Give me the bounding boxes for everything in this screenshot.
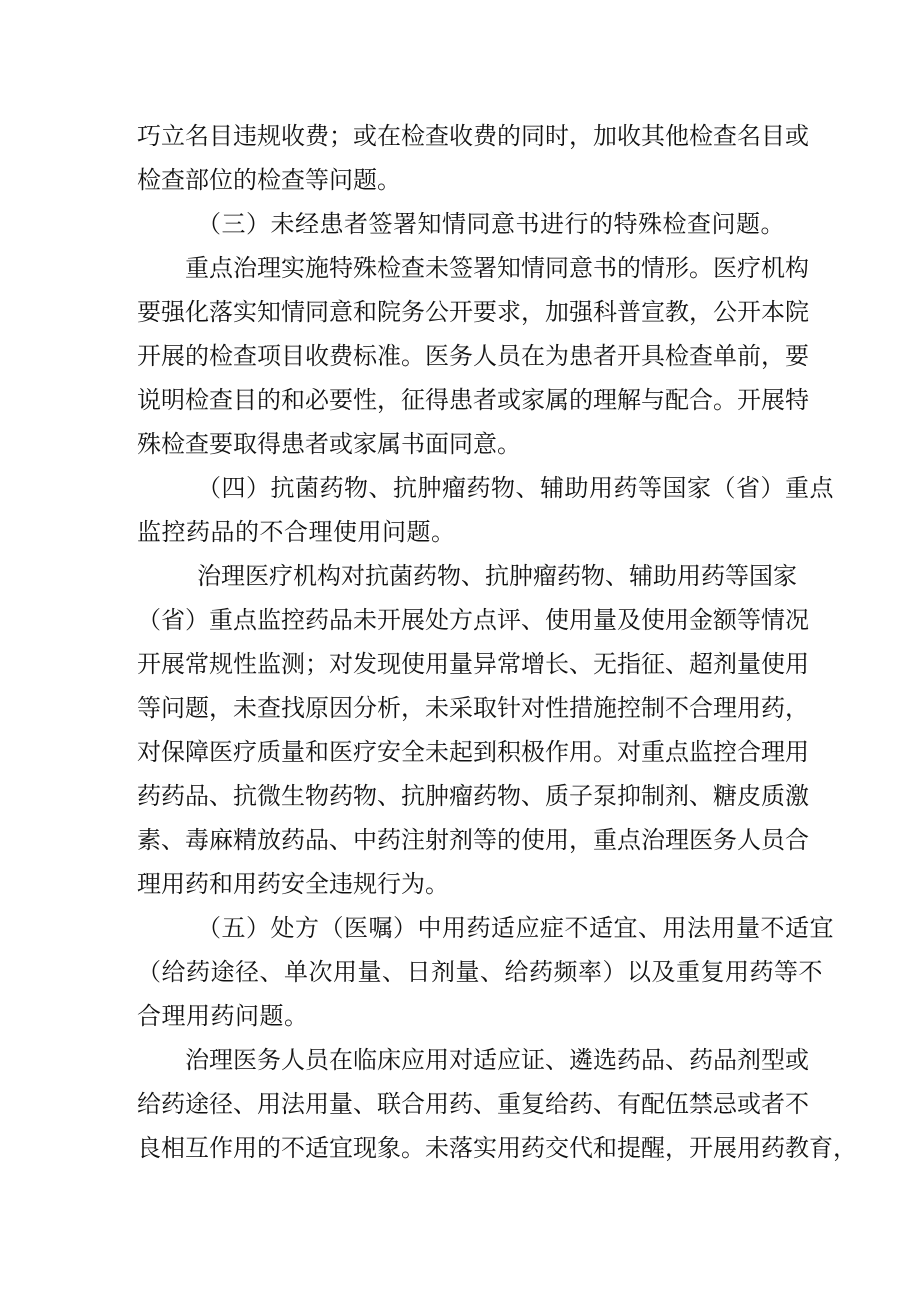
section-heading-5 (137, 906, 834, 1038)
text-line: 开展常规性监测；对发现使用量异常增长、无指征、超剂量使用 (137, 650, 809, 678)
text-line: 药药品、抗微生物药物、抗肿瘤药物、质子泵抑制剂、糖皮质激 (137, 782, 809, 810)
text-line: 素、毒麻精放药品、中药注射剂等的使用，重点治理医务人员合 (137, 826, 809, 854)
heading-line: （五）处方（医嘱）中用药适应症不适宜、用法用量不适宜 (197, 914, 834, 942)
text-line: 良相互作用的不适宜现象。未落实用药交代和提醒，开展用药教育， (137, 1134, 857, 1162)
heading-line: （给药途径、单次用量、日剂量、给药频率）以及重复用药等不 (137, 958, 823, 986)
heading-line: 合理用药问题。 (137, 1002, 309, 1030)
paragraph-monitored-drugs (137, 554, 809, 906)
heading-line: 监控药品的不合理使用问题。 (137, 518, 456, 546)
text-line: 殊检查要取得患者或家属书面同意。 (137, 430, 521, 458)
section-heading-3 (137, 202, 793, 246)
paragraph-medication-misuse (137, 1038, 857, 1170)
text-line: 治理医疗机构对抗菌药物、抗肿瘤药物、辅助用药等国家 (197, 562, 797, 590)
text-line: 巧立名目违规收费；或在检查收费的同时，加收其他检查名目或 (137, 122, 809, 150)
document-body (137, 114, 857, 1170)
text-line: 开展的检查项目收费标准。医务人员在为患者开具检查单前，要 (137, 342, 809, 370)
text-line: 说明检查目的和必要性，征得患者或家属的理解与配合。开展特 (137, 386, 809, 414)
text-line: 治理医务人员在临床应用对适应证、遴选药品、药品剂型或 (185, 1046, 809, 1074)
text-line: 给药途径、用法用量、联合用药、重复给药、有配伍禁忌或者不 (137, 1090, 809, 1118)
text-line: 对保障医疗质量和医疗安全未起到积极作用。对重点监控合理用 (137, 738, 809, 766)
text-line: 等问题，未查找原因分析，未采取针对性措施控制不合理用药， (137, 694, 809, 722)
heading-line: （四）抗菌药物、抗肿瘤药物、辅助用药等国家（省）重点 (197, 474, 834, 502)
paragraph-continuation (137, 114, 809, 202)
text-line: 重点治理实施特殊检查未签署知情同意书的情形。医疗机构 (185, 254, 809, 282)
paragraph-informed-consent (137, 246, 809, 466)
text-line: 检查部位的检查等问题。 (137, 166, 401, 194)
section-heading-4 (137, 466, 834, 554)
text-line: （省）重点监控药品未开展处方点评、使用量及使用金额等情况 (137, 606, 809, 634)
text-line: 要强化落实知情同意和院务公开要求，加强科普宣教，公开本院 (137, 298, 809, 326)
text-line: 理用药和用药安全违规行为。 (137, 870, 449, 898)
heading-line: （三）未经患者签署知情同意书进行的特殊检查问题。 (197, 210, 785, 238)
